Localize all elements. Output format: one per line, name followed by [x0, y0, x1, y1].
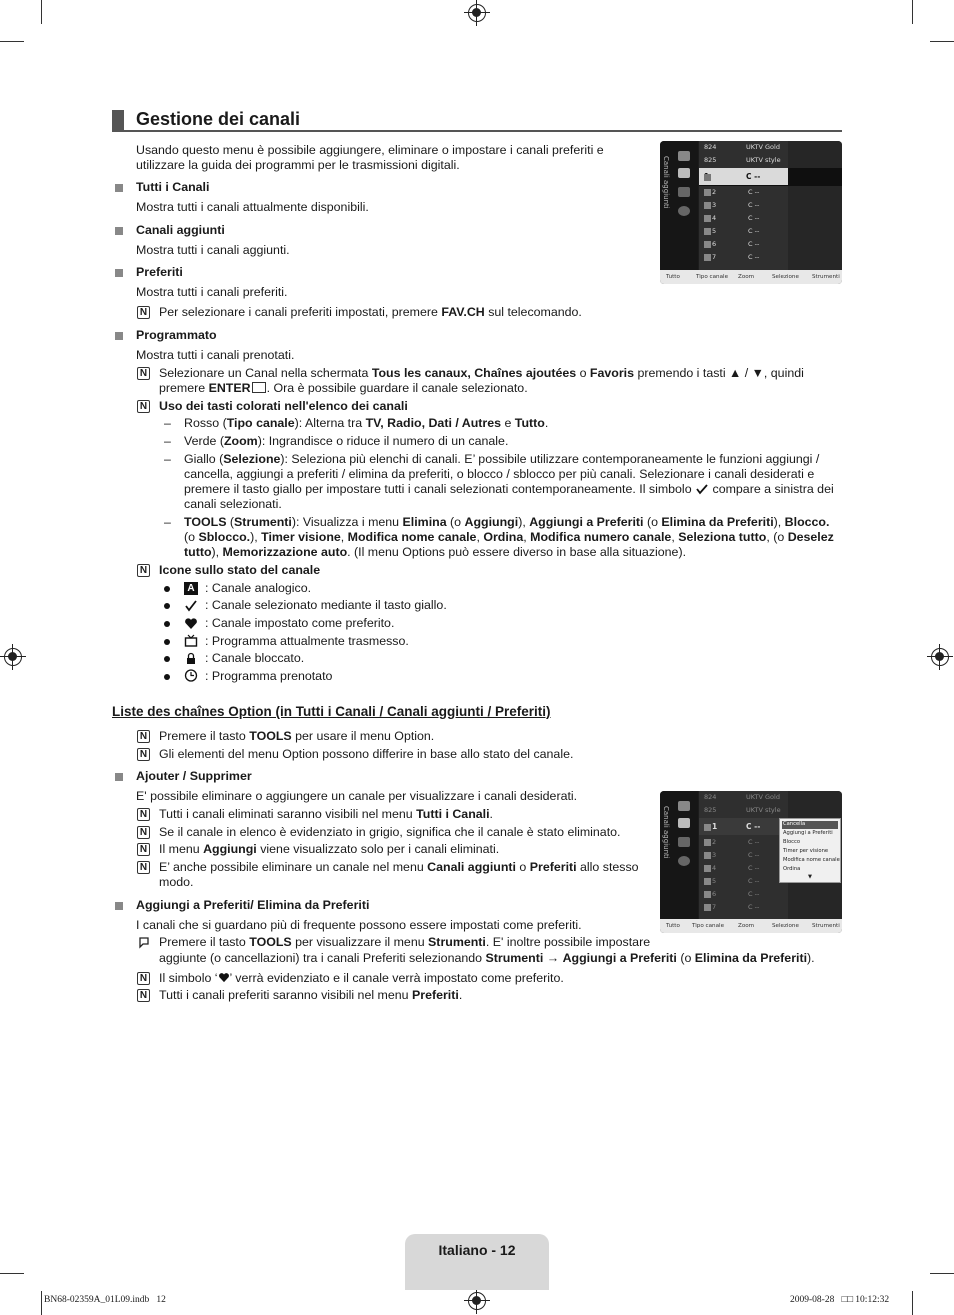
color-key-green: Verde (Zoom): Ingrandisce o riduce il numero di un canale. [184, 434, 509, 448]
channel-number: 3 [712, 851, 717, 859]
color-key-red: Rosso (Tipo canale): Alterna tra TV, Radio, Dati / Autres e Tutto. [184, 416, 549, 430]
channel-number: 4 [712, 864, 717, 872]
channel-name: C -- [748, 851, 760, 859]
note-text: Tutti i canali preferiti saranno visibili nel menu Preferiti. [159, 988, 463, 1002]
tools-key-cont: tutto), Memorizzazione auto. (Il menu Options può essere diverso in base alla situazione). [184, 545, 687, 559]
channel-number: 2 [712, 838, 717, 846]
screen-footer: Tutto Tipo canale Zoom Selezione Strumenti [660, 270, 842, 284]
note-text: premere ENTER . Ora è possibile guardare il canale selezionato. [159, 381, 528, 395]
channel-add-icon [678, 818, 690, 828]
screen-side-label: Canali aggiunti [662, 156, 670, 209]
note-icon: N [137, 730, 150, 743]
icon-desc: : Canale selezionato mediante il tasto giallo. [205, 598, 447, 612]
bullet-dot-icon [164, 603, 170, 609]
channel-number: 6 [712, 240, 717, 248]
option-menu-item[interactable]: Ordina [783, 866, 801, 872]
crop-mark [912, 0, 913, 24]
antenna-icon [678, 801, 690, 811]
clock-icon [184, 669, 198, 682]
page-title: Gestione dei canali [136, 109, 301, 129]
crop-mark [930, 41, 954, 42]
section-heading: Tutti i Canali [136, 180, 210, 194]
channel-name: C -- [748, 903, 760, 911]
page-number: Italiano - 12 [438, 1242, 516, 1258]
channel-number: 2 [712, 188, 717, 196]
section-desc: E' possibile eliminare o aggiungere un canale per visualizzare i canali desiderati. [136, 789, 578, 803]
channel-number: 5 [712, 227, 717, 235]
color-key-yellow: Giallo (Selezione): Seleziona più elenchi di canali. E’ possibile utilizzare contemporaneamente le funzioni aggiungi / [184, 452, 820, 466]
note-text: aggiunte (o cancellazioni) tra i canali Preferiti selezionando Strumenti → Aggiungi a Preferiti (o Elimina da Preferiti). [159, 951, 815, 965]
icon-desc: : Canale analogico. [205, 581, 312, 595]
heart-icon [218, 972, 230, 983]
bullet-square-icon [115, 773, 123, 781]
intro-text: Usando questo menu è possibile aggiungere, eliminare o impostare i canali preferiti e utilizzare la guida dei programmi per le trasmissioni digitali. [136, 143, 604, 172]
note-text: Il simbolo ‘ ’ verrà evidenziato e il canale verrà impostato come preferito. [159, 971, 564, 985]
note-heading: Uso dei tasti colorati nell'elenco dei canali [159, 399, 408, 413]
crop-mark [41, 1291, 42, 1315]
note-icon: N [137, 306, 150, 319]
channel-number: 6 [712, 890, 717, 898]
antenna-icon [678, 151, 690, 161]
note-icon: N [137, 972, 150, 985]
note-icon: N [137, 826, 150, 839]
section-desc: I canali che si guardano più di frequente possono essere impostati come preferiti. [136, 918, 582, 932]
section-heading: Canali aggiunti [136, 223, 225, 237]
channel-name: C -- [748, 877, 760, 885]
note-text: Tutti i canali eliminati saranno visibili nel menu Tutti i Canali. [159, 807, 493, 821]
lock-icon [184, 652, 198, 665]
channel-number: 3 [712, 201, 717, 209]
channel-number: 825 [704, 156, 717, 164]
bullet-dot-icon [164, 674, 170, 680]
tools-key-cont: (o Sblocco.), Timer visione, Modifica nome canale, Ordina, Modifica numero canale, Seleziona tutto, (o Deselez [184, 530, 834, 544]
crop-mark [930, 1273, 954, 1274]
option-menu-item[interactable]: Modifica nome canale [783, 857, 840, 863]
section-heading: Programmato [136, 328, 217, 342]
channel-name: C -- [748, 214, 760, 222]
title-bar-icon [112, 110, 124, 130]
section-heading: Ajouter / Supprimer [136, 769, 252, 783]
channel-name: UKTV Gold [746, 143, 780, 151]
channel-number: 825 [704, 806, 717, 814]
note-icon: N [137, 748, 150, 761]
channel-name: UKTV style [746, 156, 781, 164]
bullet-square-icon [115, 184, 123, 192]
selected-channel-name: C -- [746, 822, 761, 831]
note-heading: Icone sullo stato del canale [159, 563, 321, 577]
channel-add-icon [678, 168, 690, 178]
crop-mark [0, 1273, 24, 1274]
channel-name: C -- [748, 201, 760, 209]
channel-number: 824 [704, 793, 717, 801]
channel-name: C -- [748, 227, 760, 235]
option-menu [779, 818, 841, 883]
heart-icon [678, 187, 690, 197]
note-text: Premere il tasto TOOLS per usare il menu Option. [159, 729, 435, 743]
note-text: Premere il tasto TOOLS per visualizzare il menu Strumenti. E' inoltre possibile impostare [159, 935, 651, 949]
channel-name: C -- [748, 864, 760, 872]
section-heading: Aggiungi a Preferiti/ Elimina da Preferiti [136, 898, 370, 912]
enter-icon [252, 382, 266, 393]
bullet-square-icon [115, 902, 123, 910]
registration-mark-icon [476, 0, 477, 26]
icon-desc: : Canale impostato come preferito. [205, 616, 395, 630]
screen-side-label: Canali aggiunti [662, 806, 670, 859]
option-menu-item[interactable]: Aggiungi a Preferiti [783, 830, 833, 836]
section-heading: Preferiti [136, 265, 183, 279]
note-icon: N [137, 808, 150, 821]
tv-option-menu-screenshot [660, 791, 842, 933]
note-text: Gli elementi del menu Option possono differire in base allo stato del canale. [159, 747, 574, 761]
note-icon: N [137, 861, 150, 874]
option-menu-item[interactable]: Blocco [783, 839, 801, 845]
channel-name: C -- [748, 240, 760, 248]
bullet-square-icon [115, 227, 123, 235]
note-icon: N [137, 367, 150, 380]
note-text: Il menu Aggiungi viene visualizzato solo per i canali eliminati. [159, 842, 500, 856]
heart-icon [678, 837, 690, 847]
selected-channel-number: 1 [712, 822, 718, 831]
channel-number: 5 [712, 877, 717, 885]
tv-channel-list-screenshot [660, 141, 842, 284]
color-key-yellow-cont: canali selezionati. [184, 497, 282, 511]
channel-name: C -- [748, 890, 760, 898]
channel-number: 824 [704, 143, 717, 151]
bullet-dot-icon [164, 586, 170, 592]
option-menu-item[interactable]: Cancella [783, 821, 806, 827]
crop-mark [41, 0, 42, 24]
checkmark-icon [695, 483, 709, 495]
channel-number: 7 [712, 903, 717, 911]
section-desc: Mostra tutti i canali aggiunti. [136, 243, 290, 257]
checkmark-icon [184, 599, 198, 612]
note-text: E’ anche possibile eliminare un canale nel menu Canali aggiunti o Preferiti allo stesso [159, 860, 639, 874]
channel-name: UKTV Gold [746, 793, 780, 801]
bullet-dot-icon [164, 639, 170, 645]
note-text: Se il canale in elenco è evidenziato in grigio, significa che il canale è stato eliminato. [159, 825, 621, 839]
section-desc: Mostra tutti i canali preferiti. [136, 285, 288, 299]
crop-mark [912, 1291, 913, 1315]
note-icon: N [137, 400, 150, 413]
screen-footer: Tutto Tipo canale Zoom Selezione Strumenti [660, 919, 842, 933]
channel-name: C -- [748, 838, 760, 846]
bullet-dot-icon [164, 656, 170, 662]
bullet-square-icon [115, 269, 123, 277]
heart-icon [184, 617, 198, 630]
tools-key: TOOLS (Strumenti): Visualizza i menu Elimina (o Aggiungi), Aggiungi a Preferiti (o Elimina da Preferiti), Blocco. [184, 515, 830, 529]
channel-name: C -- [748, 253, 760, 261]
clock-icon [678, 206, 690, 216]
note-icon: N [137, 989, 150, 1002]
tools-icon [137, 936, 151, 950]
registration-mark-icon [476, 1288, 477, 1314]
channel-name: C -- [748, 188, 760, 196]
tv-icon [184, 634, 198, 647]
chevron-down-icon: ▼ [808, 874, 812, 880]
channel-name: UKTV style [746, 806, 781, 814]
icon-desc: : Programma attualmente trasmesso. [205, 634, 409, 648]
section-title-option: Liste des chaînes Option (in Tutti i Canali / Canali aggiunti / Preferiti) [112, 704, 551, 719]
print-file-info: BN68-02359A_01L09.indb 12 [44, 1295, 166, 1305]
clock-icon [678, 856, 690, 866]
crop-mark [0, 41, 24, 42]
selected-channel-name: C -- [746, 172, 761, 181]
bullet-square-icon [115, 332, 123, 340]
registration-mark-icon [939, 644, 940, 670]
section-desc: Mostra tutti i canali prenotati. [136, 348, 295, 362]
note-icon: N [137, 564, 150, 577]
icon-desc: : Programma prenotato [205, 669, 333, 683]
registration-mark-icon [12, 644, 13, 670]
note-text: modo. [159, 875, 194, 889]
bullet-dot-icon [164, 621, 170, 627]
color-key-yellow-cont: cancella, aggiungi a preferiti / elimina da preferiti, o blocco / sblocco per più canali. Selezionare i canali desiderati e [184, 467, 815, 481]
option-menu-item[interactable]: Timer per visione [783, 848, 829, 854]
title-rule [112, 130, 842, 132]
channel-number: 7 [712, 253, 717, 261]
icon-desc: : Canale bloccato. [205, 651, 305, 665]
note-text: Selezionare un Canal nella schermata Tous les canaux, Chaînes ajoutées o Favoris premendo i tasti ▲ / ▼, quindi [159, 366, 804, 380]
note-text: Per selezionare i canali preferiti impostati, premere FAV.CH sul telecomando. [159, 305, 582, 319]
color-key-yellow-cont: premere il tasto giallo per impostare tutti i canali selezionati contemporaneamente. Il simbolo compare a sinistra dei [184, 482, 834, 496]
print-date-info: 2009-08-28 □□ 10:12:32 [790, 1295, 890, 1305]
analog-channel-icon: A [184, 582, 198, 595]
section-desc: Mostra tutti i canali attualmente disponibili. [136, 200, 369, 214]
note-icon: N [137, 843, 150, 856]
channel-number: 4 [712, 214, 717, 222]
